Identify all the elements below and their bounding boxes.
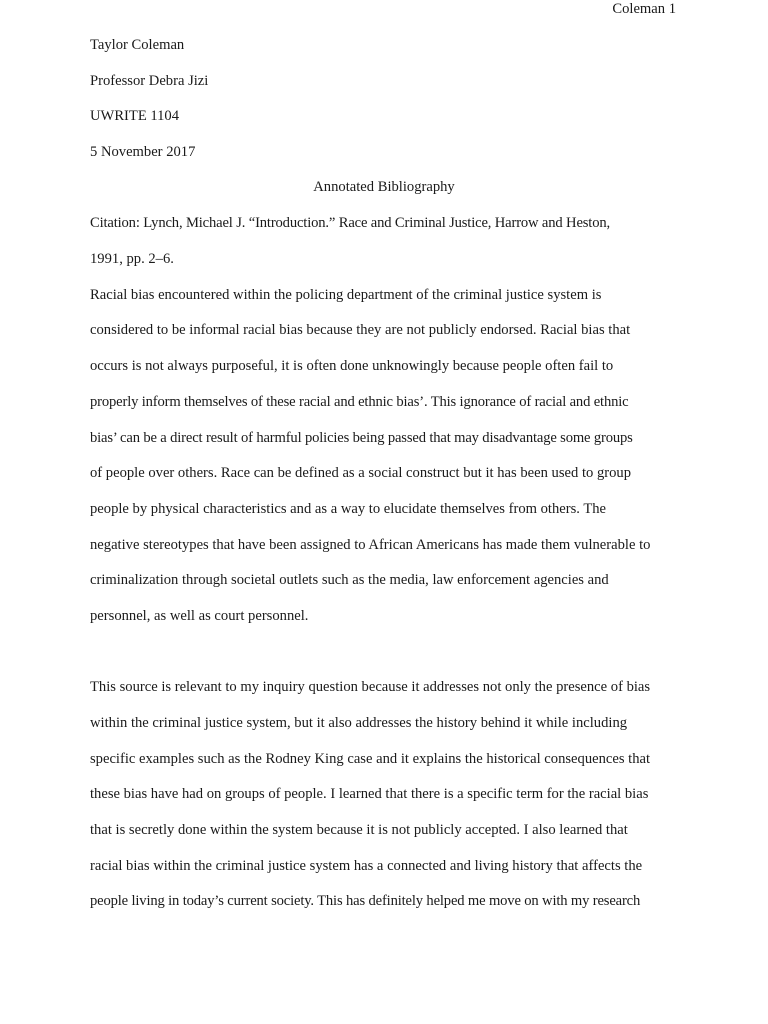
- relevance-line: within the criminal justice system, but it also addresses the history behind it while including: [90, 715, 628, 731]
- document-title: Annotated Bibliography: [313, 179, 455, 195]
- summary-line: people by physical characteristics and as a way to elucidate themselves from others. The: [90, 501, 607, 517]
- summary-line: properly inform themselves of these racial and ethnic bias’. This ignorance of racial and ethnic: [90, 394, 629, 410]
- relevance-line: This source is relevant to my inquiry question because it addresses not only the presence of bias: [90, 679, 651, 695]
- citation-line: Citation: Lynch, Michael J. “Introduction.” Race and Criminal Justice, Harrow and Heston,: [90, 215, 610, 231]
- author-name: Taylor Coleman: [90, 37, 185, 53]
- document-date: 5 November 2017: [90, 144, 196, 160]
- relevance-line: people living in today’s current society. This has definitely helped me move on with my research: [90, 893, 641, 909]
- relevance-line: these bias have had on groups of people. I learned that there is a specific term for the racial bias: [90, 786, 649, 802]
- relevance-line: racial bias within the criminal justice system has a connected and living history that affects the: [90, 858, 643, 874]
- citation-line: 1991, pp. 2–6.: [90, 251, 174, 267]
- page-number-header: Coleman 1: [612, 1, 676, 17]
- summary-line: of people over others. Race can be defined as a social construct but it has been used to group: [90, 465, 632, 481]
- summary-line: occurs is not always purposeful, it is often done unknowingly because people often fail to: [90, 358, 614, 374]
- course-code: UWRITE 1104: [90, 108, 180, 124]
- summary-line: Racial bias encountered within the policing department of the criminal justice system is: [90, 287, 602, 303]
- professor-name: Professor Debra Jizi: [90, 73, 209, 89]
- summary-line: negative stereotypes that have been assigned to African Americans has made them vulnerable to: [90, 537, 651, 553]
- summary-line: bias’ can be a direct result of harmful policies being passed that may disadvantage some groups: [90, 430, 633, 446]
- relevance-line: specific examples such as the Rodney King case and it explains the historical consequences that: [90, 751, 651, 767]
- summary-line: considered to be informal racial bias because they are not publicly endorsed. Racial bias that: [90, 322, 631, 338]
- relevance-line: that is secretly done within the system because it is not publicly accepted. I also learned that: [90, 822, 628, 838]
- summary-line: personnel, as well as court personnel.: [90, 608, 309, 624]
- summary-line: criminalization through societal outlets such as the media, law enforcement agencies and: [90, 572, 609, 588]
